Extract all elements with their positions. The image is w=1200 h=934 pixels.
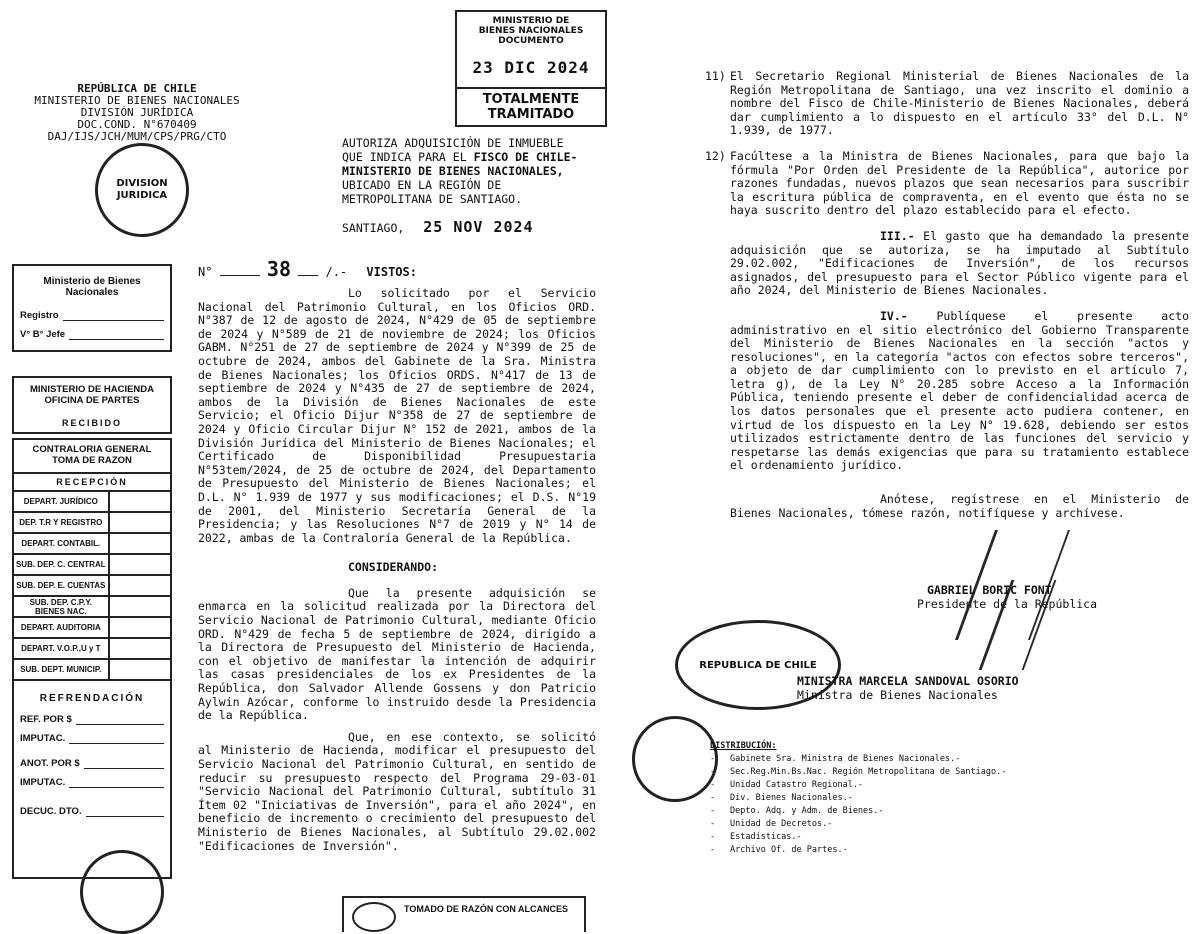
ministry-header <box>22 83 252 143</box>
ref-por-line <box>76 715 164 725</box>
bullet-dash: - <box>710 780 716 790</box>
santiago-label: SANTIAGO, <box>342 221 405 235</box>
closing-paragraph: Anótese, regístrese en el Ministerio de Bienes Nacionales, tómese razón, notifíquese y archívese. <box>730 492 1189 520</box>
hacienda-line-1: MINISTERIO DE HACIENDA <box>29 384 155 395</box>
distribution-item-text: Archivo Of. de Partes.- <box>730 845 848 855</box>
number-underline <box>220 275 260 276</box>
title-line-5: METROPOLITANA DE SANTIAGO. <box>342 192 523 206</box>
reception-row-cell <box>110 576 170 595</box>
reception-row-label: SUB. DEP. E. CUENTAS <box>14 576 110 595</box>
reception-row-label: DEPART. V.O.P.,U y T <box>14 639 110 658</box>
bullet-dash: - <box>710 845 716 855</box>
reception-form <box>12 264 172 883</box>
ministra-signature-block <box>797 674 1019 702</box>
reception-row-cell <box>110 513 170 532</box>
item-12-number: 12) <box>705 148 726 163</box>
ministerio-box <box>12 264 172 352</box>
recibido-label: RECIBIDO <box>61 418 122 428</box>
reception-row-label: SUB. DEP. C.P.Y. BIENES NAC. <box>14 597 110 616</box>
hacienda-box <box>12 376 172 434</box>
reception-row-cell <box>110 555 170 574</box>
vb-jefe-field <box>14 325 170 350</box>
reception-row <box>14 511 170 532</box>
header-line-3: DIVISIÓN JURÍDICA <box>80 106 194 119</box>
stamp-date: 23 DIC 2024 <box>457 46 605 89</box>
reception-row <box>14 490 170 511</box>
item-12-text: Facúltese a la Ministra de Bienes Nacionales, para que bajo la fórmula "Por Orden del Presidente de la República", autorice por razones fundadas, nuevos plazos que sean necesarios para suscribir la escritura pública de compraventa, en el evento que ésta no se haya suscrito dentro del plazo establecido para el efecto. <box>730 148 1189 218</box>
header-line-2: MINISTERIO DE BIENES NACIONALES <box>34 94 240 107</box>
decuc-line <box>86 807 164 817</box>
reception-grid <box>14 490 170 679</box>
reception-row-label: DEPART. AUDITORIA <box>14 618 110 637</box>
reception-row-cell <box>110 534 170 553</box>
ref-por-field <box>14 710 170 729</box>
small-ministry-seal <box>632 716 718 802</box>
reception-row <box>14 595 170 616</box>
bottom-left-seal <box>80 850 164 934</box>
reception-row <box>14 532 170 553</box>
recepcion-label: RECEPCIÓN <box>14 472 170 490</box>
right-body <box>705 70 1189 532</box>
toma-razon-title: TOMADO DE RAZÓN CON ALCANCES <box>404 904 568 914</box>
reception-row-label: SUB. DEP. C. CENTRAL <box>14 555 110 574</box>
distribution-item <box>710 818 1006 831</box>
division-juridica-seal <box>95 143 189 237</box>
seal-republica-text: REPUBLICA DE CHILE <box>699 659 817 671</box>
stamp-status: TOTALMENTE TRAMITADO <box>482 92 580 122</box>
president-signature-block <box>917 583 1177 611</box>
distribution-title: DISTRIBUCIÓN: <box>710 741 777 751</box>
number-suffix: /.- <box>325 265 348 279</box>
reception-row-label: DEP. T.R Y REGISTRO <box>14 513 110 532</box>
header-line-1: REPÚBLICA DE CHILE <box>77 82 197 95</box>
decree-number: 38 <box>266 257 292 281</box>
santiago-date: 25 NOV 2024 <box>423 218 534 236</box>
considerando-paragraph-1: Que la presente adquisición se enmarca en la solicitud realizada por la Directora del Servicio Nacional de Patrimonio Cultural, mediante Oficio ORD. N°429 de fecha 5 de septiembre de 2024, dirigido a la Directora de Presupuesto del Ministerio de Hacienda, con el objetivo de manifestar la intención de adquirir las casas presidenciales de los ex Presidentes de la República, don Salvador Allende Gossens y don Patricio Aylwin Azócar, conforme lo instruido desde la Presidencia de la República. <box>198 585 596 723</box>
section-iii <box>730 230 1189 298</box>
section-iv <box>730 310 1189 473</box>
registro-field <box>14 306 170 325</box>
documento-stamp <box>455 10 607 127</box>
distribution-item <box>710 766 1006 779</box>
header-doc-cond: DOC.COND. N°670409 <box>77 118 197 131</box>
left-body <box>198 287 596 861</box>
stamp-line-2: BIENES NACIONALES <box>478 26 584 36</box>
distribution-item-text: Depto. Adq. y Adm. de Bienes.- <box>730 806 884 816</box>
reception-row-cell <box>110 597 170 616</box>
imputac2-line <box>69 778 164 788</box>
distribution-item <box>710 844 1006 857</box>
title-line-4: UBICADO EN LA REGIÓN DE <box>342 178 502 192</box>
imputac2-field <box>14 773 170 792</box>
distribution-item-text: Unidad de Decretos.- <box>730 819 833 829</box>
title-line-2 <box>342 150 594 164</box>
president-title: Presidente de la República <box>917 597 1098 611</box>
imputac-field <box>14 729 170 748</box>
ministerio-box-title: Ministerio de Bienes Nacionales <box>43 276 141 298</box>
vb-jefe-line <box>69 330 164 340</box>
imputac-line <box>69 734 164 744</box>
bullet-dash: - <box>710 819 716 829</box>
bullet-dash: - <box>710 767 716 777</box>
section-iii-label: III.- <box>880 228 915 243</box>
vistos-label: VISTOS: <box>366 265 417 279</box>
title-line-2a: QUE INDICA PARA EL <box>342 150 474 164</box>
distribution-item-text: Div. Bienes Nacionales.- <box>730 793 853 803</box>
reception-row <box>14 574 170 595</box>
distribution-item <box>710 831 1006 844</box>
distribution-item-text: Estadísticas.- <box>730 832 802 842</box>
imputac2-label: IMPUTAC. <box>20 777 66 788</box>
reception-row-cell <box>110 639 170 658</box>
item-11 <box>705 70 1189 138</box>
reception-row <box>14 658 170 679</box>
registro-line <box>63 311 164 321</box>
distribution-list <box>710 740 1006 857</box>
vistos-paragraph: Lo solicitado por el Servicio Nacional del Patrimonio Cultural, en los Oficios ORD. N°387 de 12 de agosto de 2024, N°429 de 05 de septiembre de 2024 y N°589 de 21 de noviembre de 2024; los Oficios GABM. N°251 de 27 de septiembre de 2024 y N°399 de 25 de octubre de 2024, ambos del Gabinete de la Sra. Ministra de Bienes Nacionales; los Oficios ORDS. N°417 de 13 de septiembre de 2024 y N°435 de 27 de septiembre de 2024, ambos de la División de Bienes Nacionales de este Servicio; el Oficio Dijur N°358 de 27 de septiembre de 2024 y Oficio Circular Dijur N° 152 de 2021, ambos de la División Jurídica del Ministerio de Bienes Nacionales; el Certificado de Disponibilidad Presupuestaria N°53tem/2024, de 25 de octubre de 2024, del Departamento de Presupuesto del Ministerio de Bienes Nacionales; el D.L. N° 1.939 de 1977 y sus modificaciones; el D.S. N°19 de 2001, del Ministerio Secretaría General de la Presidencia; y las Resoluciones N°7 de 2019 y N° 14 de 2022, ambas de la Contraloría General de la República. <box>198 286 596 545</box>
bullet-dash: - <box>710 806 716 816</box>
anot-por-line <box>84 759 164 769</box>
toma-razon-box <box>342 896 586 932</box>
considerando-paragraph-2: Que, en ese contexto, se solicitó al Ministerio de Hacienda, modificar el presupuesto del Servicio Nacional del Patrimonio Cultural, en sentido de reducir su presupuesto respecto del Programa 29-03-01 "Servicio Nacional del Patrimonio Cultural, subtítulo 31 Ítem 02 "Iniciativas de Inversión", para el año 2024", en beneficio de incremento o crecimiento del presupuesto del Ministerio de Bienes Nacionales, al Subtítulo 29.02.002 "Edificaciones de Inversión". <box>198 729 596 853</box>
ministra-title: Ministra de Bienes Nacionales <box>797 688 998 702</box>
item-12 <box>705 150 1189 218</box>
president-name: GABRIEL BORIC FONT <box>927 583 1052 597</box>
distribution-item-text: Sec.Reg.Min.Bs.Nac. Región Metropolitana de Santiago.- <box>730 767 1007 777</box>
ref-por-label: REF. POR $ <box>20 714 72 725</box>
number-prefix: N° <box>198 265 213 279</box>
reception-row <box>14 616 170 637</box>
imputac-label: IMPUTAC. <box>20 733 66 744</box>
stamp-line-3: DOCUMENTO <box>498 36 564 46</box>
registro-label: Registro <box>20 310 59 321</box>
number-underline-2 <box>298 275 318 276</box>
decree-number-line <box>198 257 417 281</box>
refrendacion-label: REFRENDACIÓN <box>14 679 170 710</box>
date-line <box>342 218 534 236</box>
title-line-3: MINISTERIO DE BIENES NACIONALES, <box>342 164 564 178</box>
decuc-label: DECUC. DTO. <box>20 806 82 817</box>
stamp-top-text <box>457 12 605 46</box>
distribution-items <box>710 753 1006 857</box>
section-iii-text: El gasto que ha demandado la presente adquisición que se autoriza, se ha imputado al Subtítulo 29.02.002, "Edificaciones de Inversión", de los recursos asignados, del presupuesto para el Sector Público vigente para el año 2024, del Ministerio de Bienes Nacionales. <box>730 228 1189 298</box>
anot-por-label: ANOT. POR $ <box>20 758 80 769</box>
reception-row <box>14 637 170 658</box>
distribution-item-text: Gabinete Sra. Ministra de Bienes Nacionales.- <box>730 754 961 764</box>
section-iv-label: IV.- <box>880 308 908 323</box>
reception-row-label: DEPART. CONTABIL. <box>14 534 110 553</box>
bullet-dash: - <box>710 832 716 842</box>
contraloria-line-1: CONTRALORIA GENERAL <box>32 444 152 455</box>
contraloria-box <box>12 438 172 879</box>
seal-label: DIVISION JURIDICA <box>116 178 168 201</box>
bullet-dash: - <box>710 754 716 764</box>
distribution-item <box>710 779 1006 792</box>
distribution-item <box>710 753 1006 766</box>
contraloria-line-2: TOMA DE RAZON <box>52 455 132 466</box>
title-line-1: AUTORIZA ADQUISICIÓN DE INMUEBLE <box>342 136 564 150</box>
considerando-heading: CONSIDERANDO: <box>348 560 439 575</box>
contraloria-logo-icon <box>352 902 396 932</box>
stamp-line-1: MINISTERIO DE <box>492 16 570 26</box>
reception-row-label: SUB. DEPT. MUNICIP. <box>14 660 110 679</box>
distribution-item <box>710 792 1006 805</box>
section-iv-text: Publíquese el presente acto administrativo en el sitio electrónico del Gobierno Transparente del Ministerio de Bienes Nacionales en la sección "actos y resoluciones", en la categoría "actos con efectos sobre terceros", a objeto de dar cumplimiento con lo previsto en el artículo 7, letra g), de la Ley N° 20.285 sobre Acceso a la Información Pública, teniendo presente el deber de confidencialidad acerca de los datos personales que el presente acto pudiera contener, en virtud de los dispuesto en la Ley N° 19.628, debiendo ser estos utilizados estrictamente dentro de las funciones del servicio y respetarse las demás exigencias que para su tratamiento establece el ordenamiento jurídico. <box>730 308 1189 473</box>
reception-row-label: DEPART. JURÍDICO <box>14 492 110 511</box>
header-ref: DAJ/IJS/JCH/MUM/CPS/PRG/CTO <box>47 130 227 143</box>
vb-jefe-label: V° B° Jefe <box>20 329 66 340</box>
reception-row <box>14 553 170 574</box>
hacienda-line-2: OFICINA DE PARTES <box>44 395 140 406</box>
reception-row-cell <box>110 660 170 679</box>
distribution-item-text: Unidad Catastro Regional.- <box>730 780 864 790</box>
reception-row-cell <box>110 492 170 511</box>
title-line-2b: FISCO DE CHILE- <box>473 150 578 164</box>
distribution-item <box>710 805 1006 818</box>
item-11-number: 11) <box>705 69 726 83</box>
document-title-block <box>342 136 594 206</box>
item-11-text: El Secretario Regional Ministerial de Bienes Nacionales de la Región Metropolitana de Santiago, una vez inscrito el dominio a nombre del Fisco de Chile-Ministerio de Bienes Nacionales, deberá dar cumplimiento a lo dispuesto en el artículo 33° del D.L. N° 1.939, de 1977. <box>730 69 1189 138</box>
anot-por-field <box>14 754 170 773</box>
reception-row-cell <box>110 618 170 637</box>
ministra-name: MINISTRA MARCELA SANDOVAL OSORIO <box>797 674 1019 688</box>
bullet-dash: - <box>710 793 716 803</box>
